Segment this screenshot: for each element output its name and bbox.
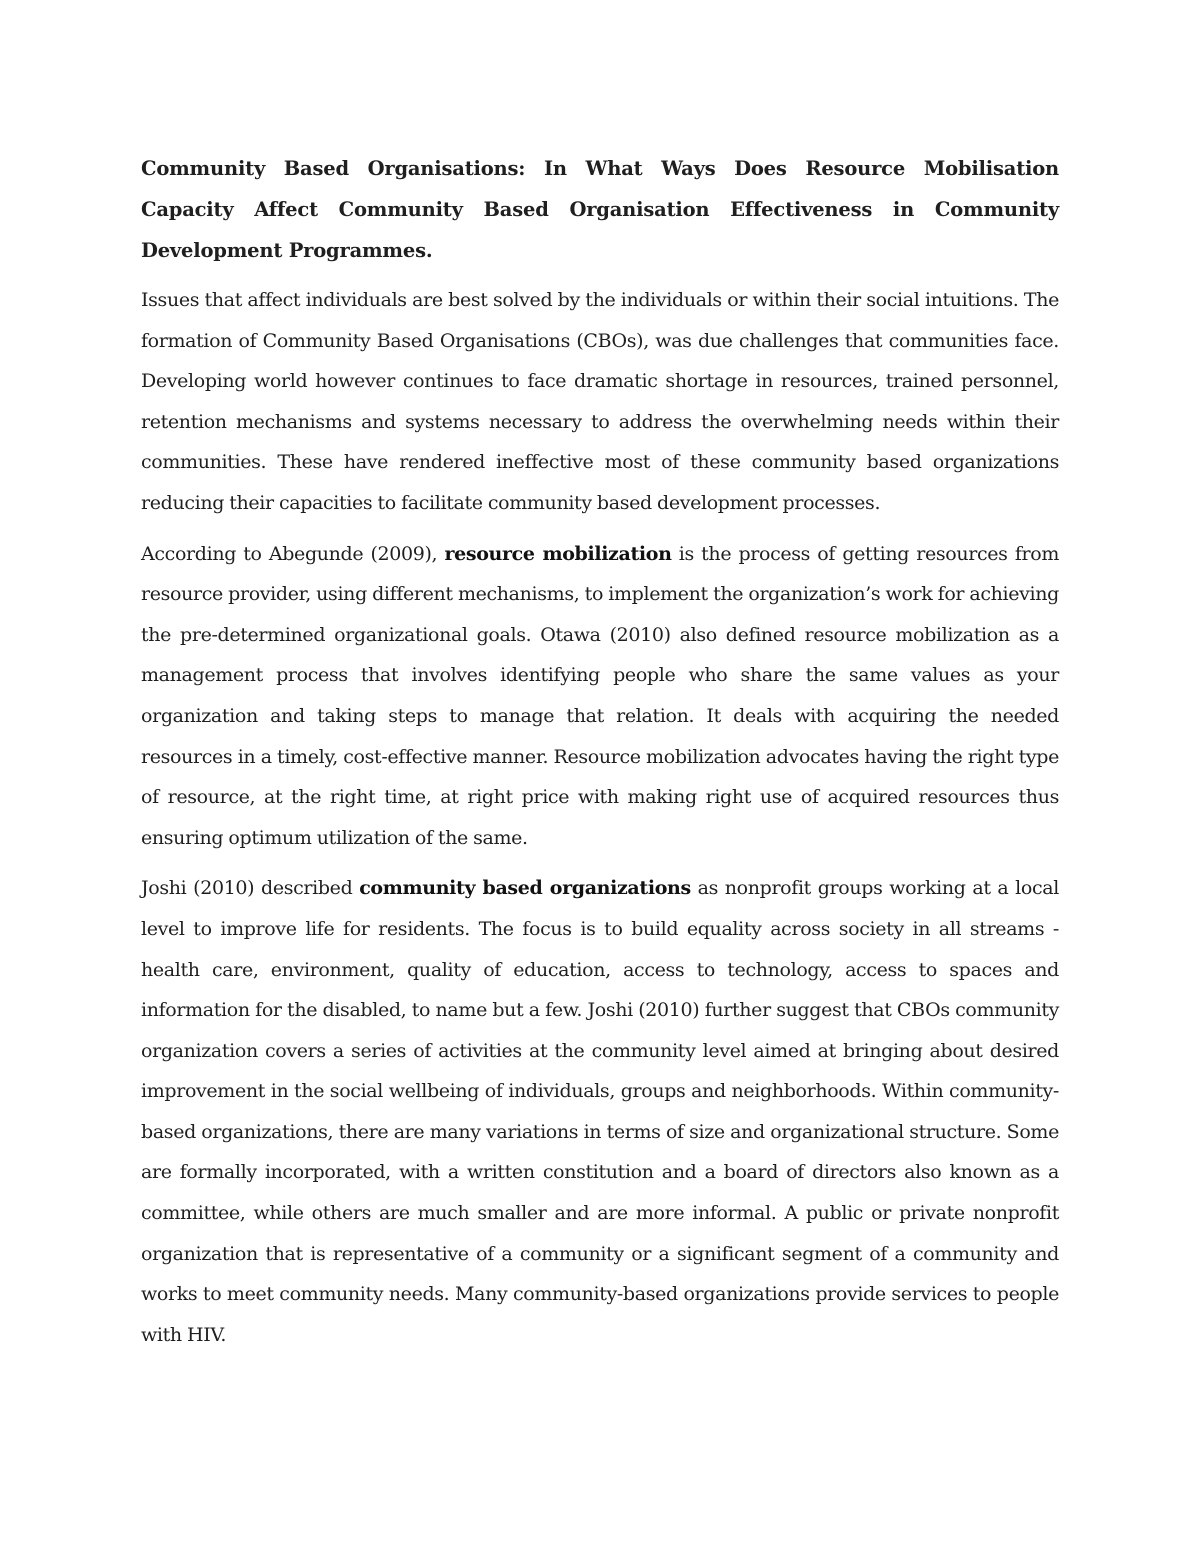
paragraph-community-based-organizations: [141, 868, 1059, 1355]
bold-term-community-based-organizations: community based organizations: [359, 877, 691, 900]
paragraph-resource-mobilization: [141, 534, 1059, 859]
paragraph-body: is the process of getting resources from resource provider, using different mechanisms, to implement the organization’s work for achieving the pre-determined organizational goals. Otawa (2010) also defined resource mobilization as a management process that involves identifying people who share the same values as your organization and taking steps to manage that relation. It deals with acquiring the needed resources in a timely, cost-effective manner. Resource mobilization advocates having the right type of resource, at the right time, at right price with making right use of acquired resources thus ensuring optimum utilization of the same.: [141, 542, 1059, 849]
paragraph-issues: Issues that affect individuals are best solved by the individuals or within their social intuitions. The formation of Community Based Organisations (CBOs), was due challenges that communities face. Developing world however continues to face dramatic shortage in resources, trained personnel, retention mechanisms and systems necessary to address the overwhelming needs within their communities. These have rendered ineffective most of these community based organizations reducing their capacities to facilitate community based development processes.: [141, 289, 1059, 514]
bold-term-resource-mobilization: resource mobilization: [444, 542, 672, 565]
document-page: [141, 148, 1059, 1365]
paragraph-intro: Joshi (2010) described: [141, 877, 360, 900]
paragraph-intro: According to Abegunde (2009),: [141, 542, 445, 565]
document-title: Community Based Organisations: In What Ways Does Resource Mobilisation Capacity Affect Community Based Organisation Effectiveness in Community Development Programmes.: [141, 157, 1059, 262]
paragraph-body: as nonprofit groups working at a local level to improve life for residents. The focus is to build equality across society in all streams - health care, environment, quality of education, access to technology, access to spaces and information for the disabled, to name but a few. Joshi (2010) further suggest that CBOs community organization covers a series of activities at the community level aimed at bringing about desired improvement in the social wellbeing of individuals, groups and neighborhoods. Within community-based organizations, there are many variations in terms of size and organizational structure. Some are formally incorporated, with a written constitution and a board of directors also known as a committee, while others are much smaller and are more informal. A public or private nonprofit organization that is representative of a community or a significant segment of a community and works to meet community needs. Many community-based organizations provide services to people with HIV.: [141, 877, 1059, 1346]
